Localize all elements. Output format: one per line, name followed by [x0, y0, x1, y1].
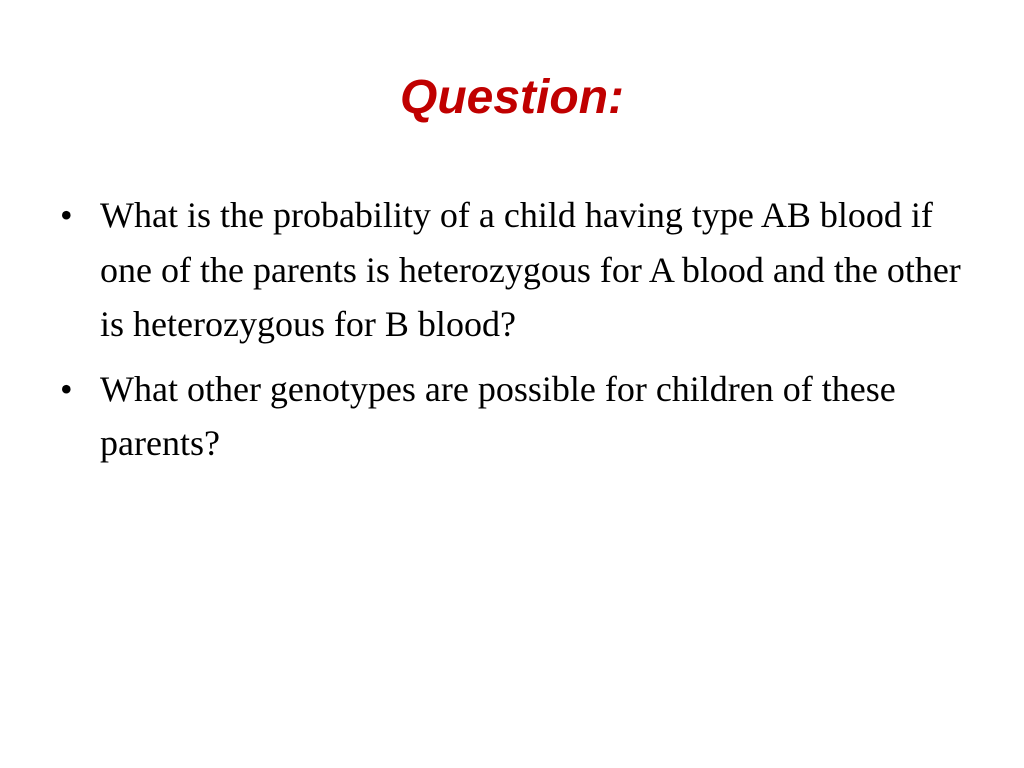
bullet-list — [60, 188, 970, 481]
bullet-item — [60, 188, 970, 352]
slide-title: Question: — [400, 71, 624, 124]
bullet-dot: • — [60, 195, 73, 235]
bullet-item — [60, 362, 970, 471]
bullet-dot: • — [60, 368, 73, 409]
bullet-text: What is the probability of a child having type AB blood if one of the parents is heterozygous for A blood and the other is heterozygous for B blood? — [100, 195, 961, 344]
bullet-text: What other genotypes are possible for children of these parents? — [100, 368, 896, 463]
